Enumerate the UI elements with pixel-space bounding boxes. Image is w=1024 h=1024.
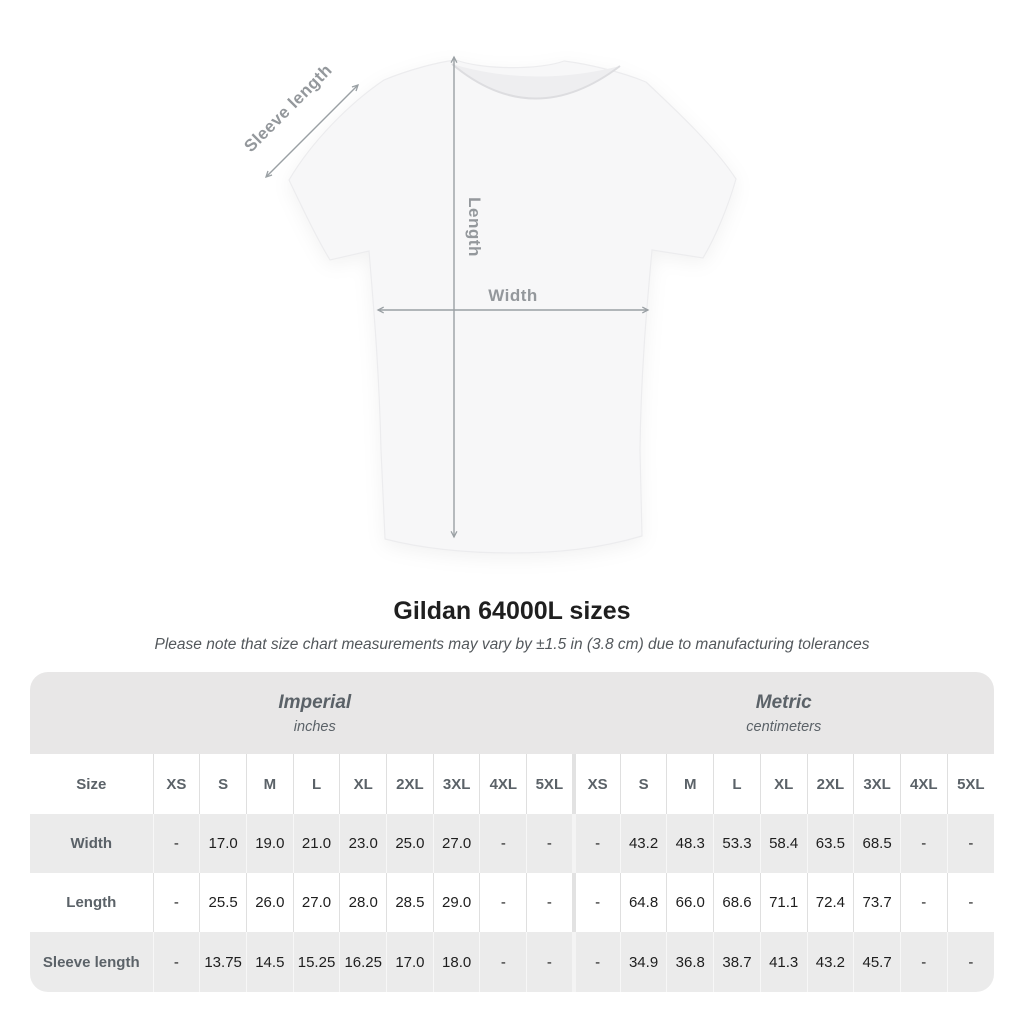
size-col-header: 4XL xyxy=(900,754,947,814)
imperial-group-header xyxy=(30,672,574,754)
length-label: Length xyxy=(465,197,484,257)
value-cell: - xyxy=(947,873,994,932)
imperial-label: Imperial xyxy=(278,691,352,713)
table-row-sleeve-length xyxy=(30,932,994,992)
value-cell: 38.7 xyxy=(714,932,761,992)
value-cell: - xyxy=(574,932,621,992)
width-label: Width xyxy=(488,286,538,305)
value-cell: 68.5 xyxy=(854,814,901,873)
metric-unit: centimeters xyxy=(746,718,822,735)
value-cell: 45.7 xyxy=(854,932,901,992)
tshirt-graphic xyxy=(289,60,736,553)
value-cell: 64.8 xyxy=(620,873,667,932)
value-cell: 43.2 xyxy=(807,932,854,992)
size-col-header: S xyxy=(620,754,667,814)
value-cell: 29.0 xyxy=(433,873,480,932)
size-col-header: 3XL xyxy=(433,754,480,814)
size-col-header: L xyxy=(293,754,340,814)
value-cell: 34.9 xyxy=(620,932,667,992)
tolerance-note: Please note that size chart measurements may vary by ±1.5 in (3.8 cm) due to manufacturing tolerances xyxy=(154,636,870,653)
size-col-header: M xyxy=(667,754,714,814)
sleeve-length-label: Sleeve length xyxy=(240,60,336,156)
value-cell: 43.2 xyxy=(620,814,667,873)
page-title: Gildan 64000L sizes xyxy=(393,597,631,625)
value-cell: - xyxy=(153,932,200,992)
size-col-header: 5XL xyxy=(947,754,994,814)
value-cell: 27.0 xyxy=(293,873,340,932)
row-label-sleeve-length: Sleeve length xyxy=(42,953,140,971)
value-cell: 41.3 xyxy=(760,932,807,992)
value-cell: 53.3 xyxy=(714,814,761,873)
size-col-header: M xyxy=(246,754,293,814)
value-cell: - xyxy=(900,932,947,992)
value-cell: 58.4 xyxy=(760,814,807,873)
value-cell: 17.0 xyxy=(200,814,247,873)
value-cell: - xyxy=(527,873,574,932)
value-cell: - xyxy=(527,932,574,992)
value-cell: - xyxy=(480,932,527,992)
value-cell: - xyxy=(480,814,527,873)
size-col-header: 3XL xyxy=(854,754,901,814)
unit-group-row xyxy=(30,672,994,754)
value-cell: 28.5 xyxy=(387,873,434,932)
value-cell: - xyxy=(574,814,621,873)
value-cell: - xyxy=(480,873,527,932)
table-row-length xyxy=(30,873,994,932)
value-cell: - xyxy=(900,814,947,873)
value-cell: - xyxy=(900,873,947,932)
value-cell: 73.7 xyxy=(854,873,901,932)
value-cell: - xyxy=(947,932,994,992)
value-cell: 17.0 xyxy=(387,932,434,992)
size-col-header: 4XL xyxy=(480,754,527,814)
value-cell: 16.25 xyxy=(340,932,387,992)
value-cell: 25.5 xyxy=(200,873,247,932)
size-col-header: 2XL xyxy=(387,754,434,814)
imperial-unit: inches xyxy=(293,718,336,735)
value-cell: 71.1 xyxy=(760,873,807,932)
value-cell: - xyxy=(947,814,994,873)
value-cell: - xyxy=(153,873,200,932)
size-header-row xyxy=(30,754,994,814)
size-col-header: S xyxy=(200,754,247,814)
size-col-header: XL xyxy=(760,754,807,814)
size-col-header: L xyxy=(714,754,761,814)
value-cell: 48.3 xyxy=(667,814,714,873)
value-cell: 36.8 xyxy=(667,932,714,992)
value-cell: 13.75 xyxy=(200,932,247,992)
value-cell: 63.5 xyxy=(807,814,854,873)
value-cell: 19.0 xyxy=(246,814,293,873)
metric-label: Metric xyxy=(755,691,812,713)
size-column-header: Size xyxy=(76,775,107,793)
size-table xyxy=(30,672,994,992)
value-cell: 68.6 xyxy=(714,873,761,932)
value-cell: 15.25 xyxy=(293,932,340,992)
size-col-header: XS xyxy=(153,754,200,814)
value-cell: 72.4 xyxy=(807,873,854,932)
value-cell: 25.0 xyxy=(387,814,434,873)
row-label-length: Length xyxy=(66,894,117,911)
value-cell: - xyxy=(574,873,621,932)
value-cell: 27.0 xyxy=(433,814,480,873)
size-table-container xyxy=(30,672,994,992)
size-col-header: XL xyxy=(340,754,387,814)
metric-group-header xyxy=(574,672,994,754)
value-cell: - xyxy=(153,814,200,873)
row-label-width: Width xyxy=(70,835,113,852)
size-col-header: XS xyxy=(574,754,621,814)
size-col-header: 2XL xyxy=(807,754,854,814)
value-cell: 26.0 xyxy=(246,873,293,932)
value-cell: 23.0 xyxy=(340,814,387,873)
value-cell: 18.0 xyxy=(433,932,480,992)
value-cell: 66.0 xyxy=(667,873,714,932)
value-cell: 28.0 xyxy=(340,873,387,932)
value-cell: - xyxy=(527,814,574,873)
size-col-header: 5XL xyxy=(527,754,574,814)
value-cell: 14.5 xyxy=(246,932,293,992)
value-cell: 21.0 xyxy=(293,814,340,873)
table-row-width xyxy=(30,814,994,873)
